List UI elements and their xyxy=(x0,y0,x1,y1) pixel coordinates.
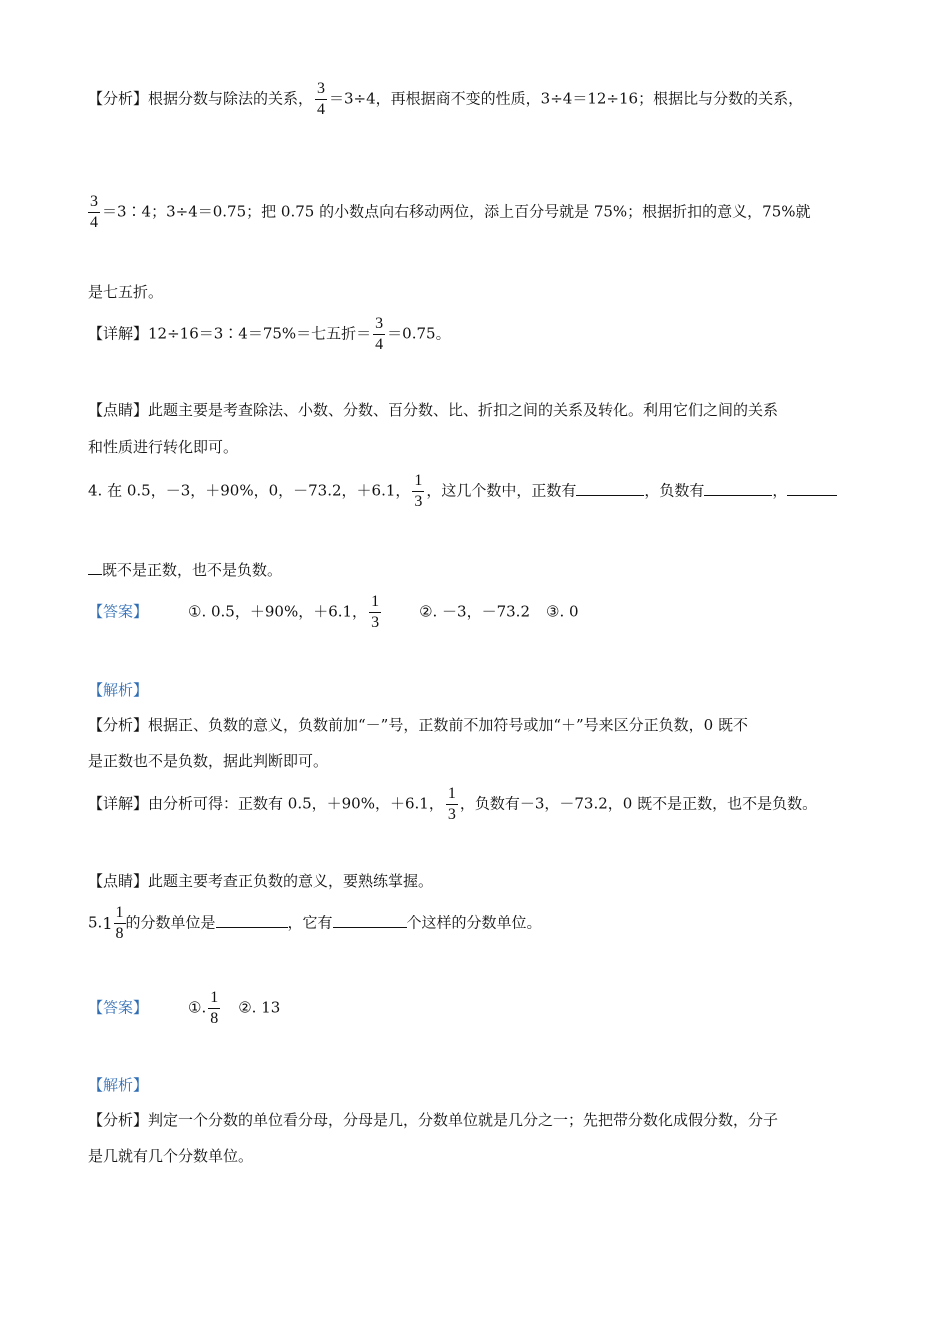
analysis-line-3: 是七五折。 xyxy=(88,283,164,301)
question-5: 5.1 $\frac{1}{8}$ 的分数单位是 ，它有 个这样的分数单位。 xyxy=(88,904,542,942)
answer-blank-unit[interactable] xyxy=(216,913,288,928)
analysis-4-line-2: 是正数也不是负数，据此判断即可。 xyxy=(88,752,329,770)
analysis-5-line-1: 【分析】判定一个分数的单位看分母，分母是几，分数单位就是几分之一；先把带分数化成假分数，分子 xyxy=(88,1111,779,1129)
fraction-3-4: $\frac{3}{4}$ xyxy=(90,193,98,231)
comment-line-2: 和性质进行转化即可。 xyxy=(88,438,239,456)
analysis-line-2: $\frac{3}{4}$ ＝3∶4；3÷4＝0.75；把 0.75 的小数点向右移动两位，添上百分号就是 75%；根据折扣的意义，75%就 xyxy=(90,193,811,231)
analysis-4-line-1: 【分析】根据正、负数的意义，负数前加“－”号，正数前不加符号或加“＋”号来区分正负数，0 既不 xyxy=(88,716,748,734)
analysis-line-1: 【分析】根据分数与除法的关系， $\frac{3}{4}$ ＝3÷4，再根据商不变的性质，3÷4＝12÷16；根据比与分数的关系， xyxy=(88,80,804,118)
mixed-number: 1 $\frac{1}{8}$ xyxy=(102,904,124,942)
fraction-1-3: $\frac{1}{3}$ xyxy=(447,785,456,823)
answer-blank-negative[interactable] xyxy=(704,481,772,496)
detail-4: 【详解】由分析可得：正数有 0.5，＋90%，＋6.1， $\frac{1}{3}$ ，负数有－3，－73.2，0 既不是正数，也不是负数。 xyxy=(88,785,818,823)
answer-5: 【答案】 ①. $\frac{1}{8}$ ②. 13 xyxy=(88,989,281,1027)
fraction-1-8: $\frac{1}{8}$ xyxy=(115,904,124,942)
fraction-3-4: $\frac{3}{4}$ xyxy=(317,80,326,118)
comment-line-1: 【点睛】此题主要是考查除法、小数、分数、百分数、比、折扣之间的关系及转化。利用它们之间的关系 xyxy=(88,401,779,419)
question-4-line-2: 既不是正数，也不是负数。 xyxy=(88,560,282,580)
answer-blank-positive[interactable] xyxy=(576,481,644,496)
fraction-3-4: $\frac{3}{4}$ xyxy=(375,315,384,353)
comment-4: 【点睛】此题主要考查正负数的意义，要熟练掌握。 xyxy=(88,872,434,890)
explanation-heading: 【解析】 xyxy=(88,681,149,699)
fraction-1-8: $\frac{1}{8}$ xyxy=(210,989,219,1027)
answer-blank-neither[interactable] xyxy=(787,481,837,496)
fraction-1-3: $\frac{1}{3}$ xyxy=(414,472,423,510)
detail-line: 【详解】12÷16＝3∶4＝75%＝七五折＝ $\frac{3}{4}$ ＝0.75。 xyxy=(88,315,451,353)
explanation-heading: 【解析】 xyxy=(88,1076,149,1094)
analysis-5-line-2: 是几就有几个分数单位。 xyxy=(88,1147,254,1165)
answer-blank-neither-cont[interactable] xyxy=(88,560,102,575)
answer-4: 【答案】 ①. 0.5，＋90%，＋6.1， $\frac{1}{3}$ ②. －3，－73.2 ③. 0 xyxy=(88,593,579,631)
answer-blank-count[interactable] xyxy=(333,913,407,928)
question-4: 4. 在 0.5，－3，＋90%，0，－73.2，＋6.1， $\frac{1}{3}$ ，这几个数中，正数有 ，负数有 ， xyxy=(88,472,837,511)
fraction-1-3: $\frac{1}{3}$ xyxy=(371,593,380,631)
